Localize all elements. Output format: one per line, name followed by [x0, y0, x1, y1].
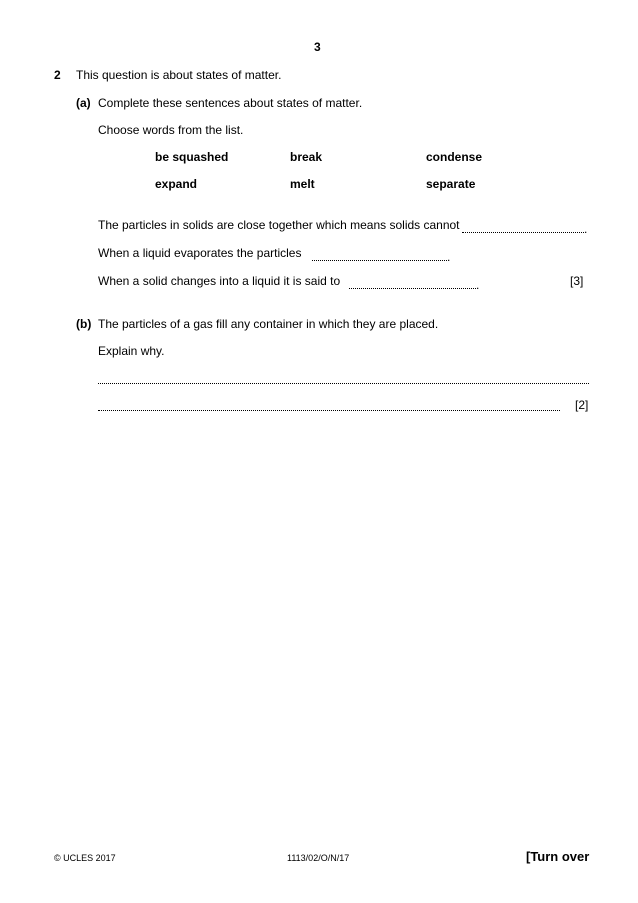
word-option: separate	[426, 177, 476, 191]
part-b-label: (b)	[76, 317, 92, 331]
sentence-1-end: .	[584, 222, 588, 236]
word-option: melt	[290, 177, 315, 191]
part-b-question: The particles of a gas fill any container in which they are placed.	[98, 317, 439, 331]
part-a-label: (a)	[76, 96, 91, 110]
answer-line-2[interactable]	[98, 410, 560, 411]
explain-why-text: Explain why.	[98, 344, 165, 358]
sentence-1: The particles in solids are close together which means solids cannot	[98, 218, 460, 232]
footer-copyright: © UCLES 2017	[54, 853, 116, 863]
choose-words-text: Choose words from the list.	[98, 123, 244, 137]
sentence-2: When a liquid evaporates the particles	[98, 246, 302, 260]
answer-blank-3[interactable]	[349, 288, 476, 289]
word-option: expand	[155, 177, 198, 191]
turn-over: [Turn over	[526, 849, 590, 864]
word-option: break	[290, 150, 323, 164]
sentence-3-end: .	[476, 278, 480, 292]
word-option: condense	[426, 150, 483, 164]
question-number: 2	[54, 68, 61, 82]
part-a-marks: [3]	[570, 274, 584, 288]
part-a-instruction: Complete these sentences about states of matter.	[98, 96, 363, 110]
page-number: 3	[314, 40, 321, 54]
question-stem: This question is about states of matter.	[76, 68, 282, 82]
sentence-3: When a solid changes into a liquid it is said to	[98, 274, 341, 288]
part-b-marks: [2]	[575, 398, 589, 412]
answer-blank-2[interactable]	[312, 260, 447, 261]
footer-code: 1113/02/O/N/17	[287, 853, 350, 863]
word-option: be squashed	[155, 150, 229, 164]
sentence-2-end: .	[447, 250, 451, 264]
answer-blank-1[interactable]	[462, 232, 584, 233]
answer-line-1[interactable]	[98, 383, 589, 384]
